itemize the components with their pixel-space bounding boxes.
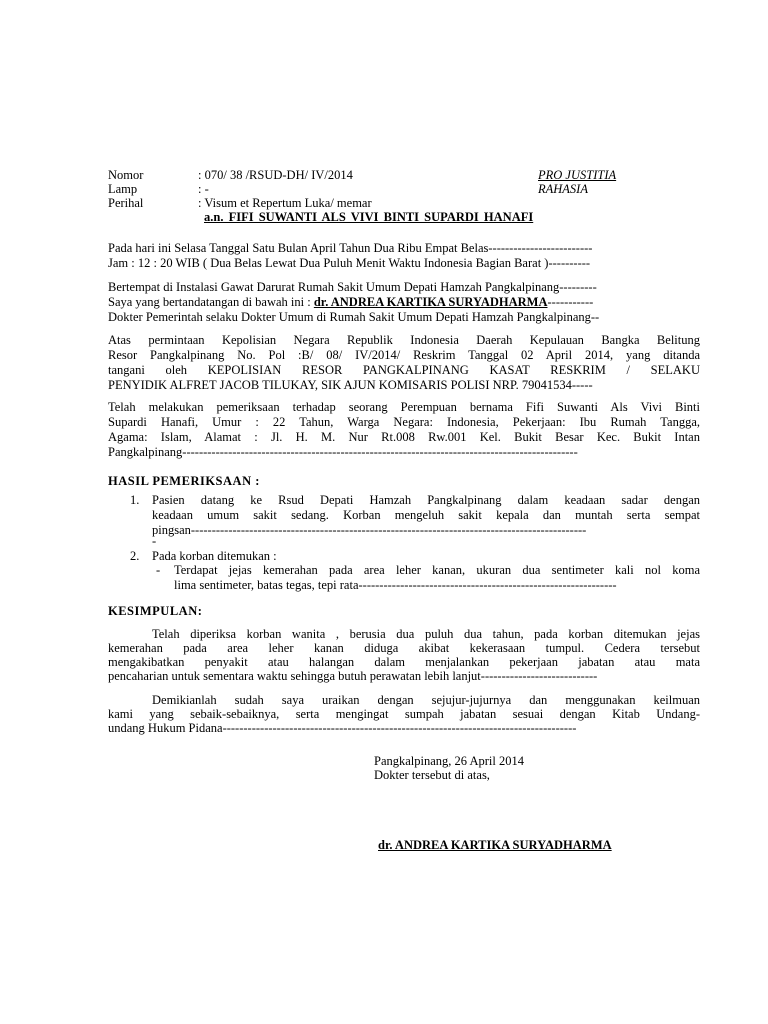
nomor-value: : 070/ 38 /RSUD-DH/ IV/2014 bbox=[198, 168, 353, 182]
paragraph-line: mengakibatkan penyakit atau halangan dalam menjalankan pekerjaan jabatan atau mata bbox=[108, 655, 700, 669]
signatory-name: dr. ANDREA KARTIKA SURYADHARMA bbox=[378, 838, 612, 852]
paragraph-line: Pangkalpinang----------------------------------------------------------------------------------------------- bbox=[108, 445, 578, 459]
paragraph-line: Supardi Hanafi, Umur : 22 Tahun, Warga Negara: Indonesia, Pekerjaan: Ibu Rumah Tangga, bbox=[108, 415, 700, 429]
paragraph-line: Resor Pangkalpinang No. Pol :B/ 08/ IV/2014/ Reskrim Tanggal 02 April 2014, yang ditanda bbox=[108, 348, 700, 362]
paragraph-line: Dokter Pemerintah selaku Dokter Umum di Rumah Sakit Umum Depati Hamzah Pangkalpinang-- bbox=[108, 310, 600, 324]
paragraph-line: Telah diperiksa korban wanita , berusia dua puluh dua tahun, pada korban ditemukan jejas bbox=[152, 627, 700, 641]
paragraph-line: Demikianlah sudah saya uraikan dengan sejujur-jujurnya dan menggunakan keilmuan bbox=[152, 693, 700, 707]
paragraph-line: Pada hari ini Selasa Tanggal Satu Bulan April Tahun Dua Ribu Empat Belas------------------------- bbox=[108, 241, 593, 255]
list-number: 1. bbox=[130, 493, 140, 507]
paragraph-line: tangani oleh KEPOLISIAN RESOR PANGKALPINANG KASAT RESKRIM / SELAKU bbox=[108, 363, 700, 377]
list-item-line: keadaan umum sakit sedang. Korban mengeluh sakit kepala dan muntah serta sempat bbox=[152, 508, 700, 522]
doctor-line bbox=[108, 295, 593, 310]
doctor-line-suffix: ----------- bbox=[547, 295, 594, 309]
rahasia-label: RAHASIA bbox=[538, 182, 588, 196]
pro-justitia-label: PRO JUSTITIA bbox=[538, 168, 617, 182]
list-number: 2. bbox=[130, 549, 140, 563]
paragraph-line: Jam : 12 : 20 WIB ( Dua Belas Lewat Dua Puluh Menit Waktu Indonesia Bagian Barat )---------- bbox=[108, 256, 591, 270]
doctor-name: dr. ANDREA KARTIKA SURYADHARMA bbox=[313, 295, 548, 309]
paragraph-line: Telah melakukan pemeriksaan terhadap seorang Perempuan bernama Fifi Suwanti Als Vivi Binti bbox=[108, 400, 700, 414]
paragraph-line: pencaharian untuk sementara waktu sehingga butuh perawatan lebih lanjut---------------------------- bbox=[108, 669, 598, 683]
list-item-line: pingsan----------------------------------------------------------------------------------------------- bbox=[152, 523, 587, 537]
signature-note: Dokter tersebut di atas, bbox=[374, 768, 490, 782]
paragraph-line: kemerahan pada area leher kanan diduga akibat kekerasaan tumpul. Cedera tersebut bbox=[108, 641, 700, 655]
list-item-line: - bbox=[152, 534, 157, 548]
patient-name-heading: a.n. FIFI SUWANTI ALS VIVI BINTI SUPARDI HANAFI bbox=[204, 210, 534, 224]
lamp-value: : - bbox=[198, 182, 209, 196]
findings-heading: HASIL PEMERIKSAAN : bbox=[108, 474, 260, 488]
perihal-label: Perihal bbox=[108, 196, 144, 210]
list-item-line: Pasien datang ke Rsud Depati Hamzah Pangkalpinang dalam keadaan sadar dengan bbox=[152, 493, 700, 507]
sub-item-dash: - bbox=[156, 563, 161, 577]
paragraph-line: PENYIDIK ALFRET JACOB TILUKAY, SIK AJUN KOMISARIS POLISI NRP. 79041534----- bbox=[108, 378, 593, 392]
doctor-line-prefix: Saya yang bertandatangan di bawah ini : bbox=[108, 295, 314, 309]
paragraph-line: Bertempat di Instalasi Gawat Darurat Rumah Sakit Umum Depati Hamzah Pangkalpinang--------- bbox=[108, 280, 597, 294]
nomor-label: Nomor bbox=[108, 168, 144, 182]
paragraph-line: Agama: Islam, Alamat : Jl. H. M. Nur Rt.008 Rw.001 Kel. Bukit Besar Kec. Bukit Intan bbox=[108, 430, 700, 444]
conclusion-heading: KESIMPULAN: bbox=[108, 604, 203, 618]
sub-item-line: lima sentimeter, batas tegas, tepi rata-------------------------------------------------------------- bbox=[174, 578, 617, 592]
place-date: Pangkalpinang, 26 April 2014 bbox=[374, 754, 524, 768]
sub-item-line: Terdapat jejas kemerahan pada area leher kanan, ukuran dua sentimeter kali nol koma bbox=[174, 563, 700, 577]
paragraph-line: Atas permintaan Kepolisian Negara Republik Indonesia Daerah Kepulauan Bangka Belitung bbox=[108, 333, 700, 347]
lamp-label: Lamp bbox=[108, 182, 138, 196]
paragraph-line: undang Hukum Pidana------------------------------------------------------------------------------------- bbox=[108, 721, 577, 735]
perihal-value: : Visum et Repertum Luka/ memar bbox=[198, 196, 372, 210]
paragraph-line: kami yang sebaik-sebaiknya, serta mengingat sumpah jabatan sesuai dengan Kitab Undang- bbox=[108, 707, 700, 721]
list-item-line: Pada korban ditemukan : bbox=[152, 549, 277, 563]
